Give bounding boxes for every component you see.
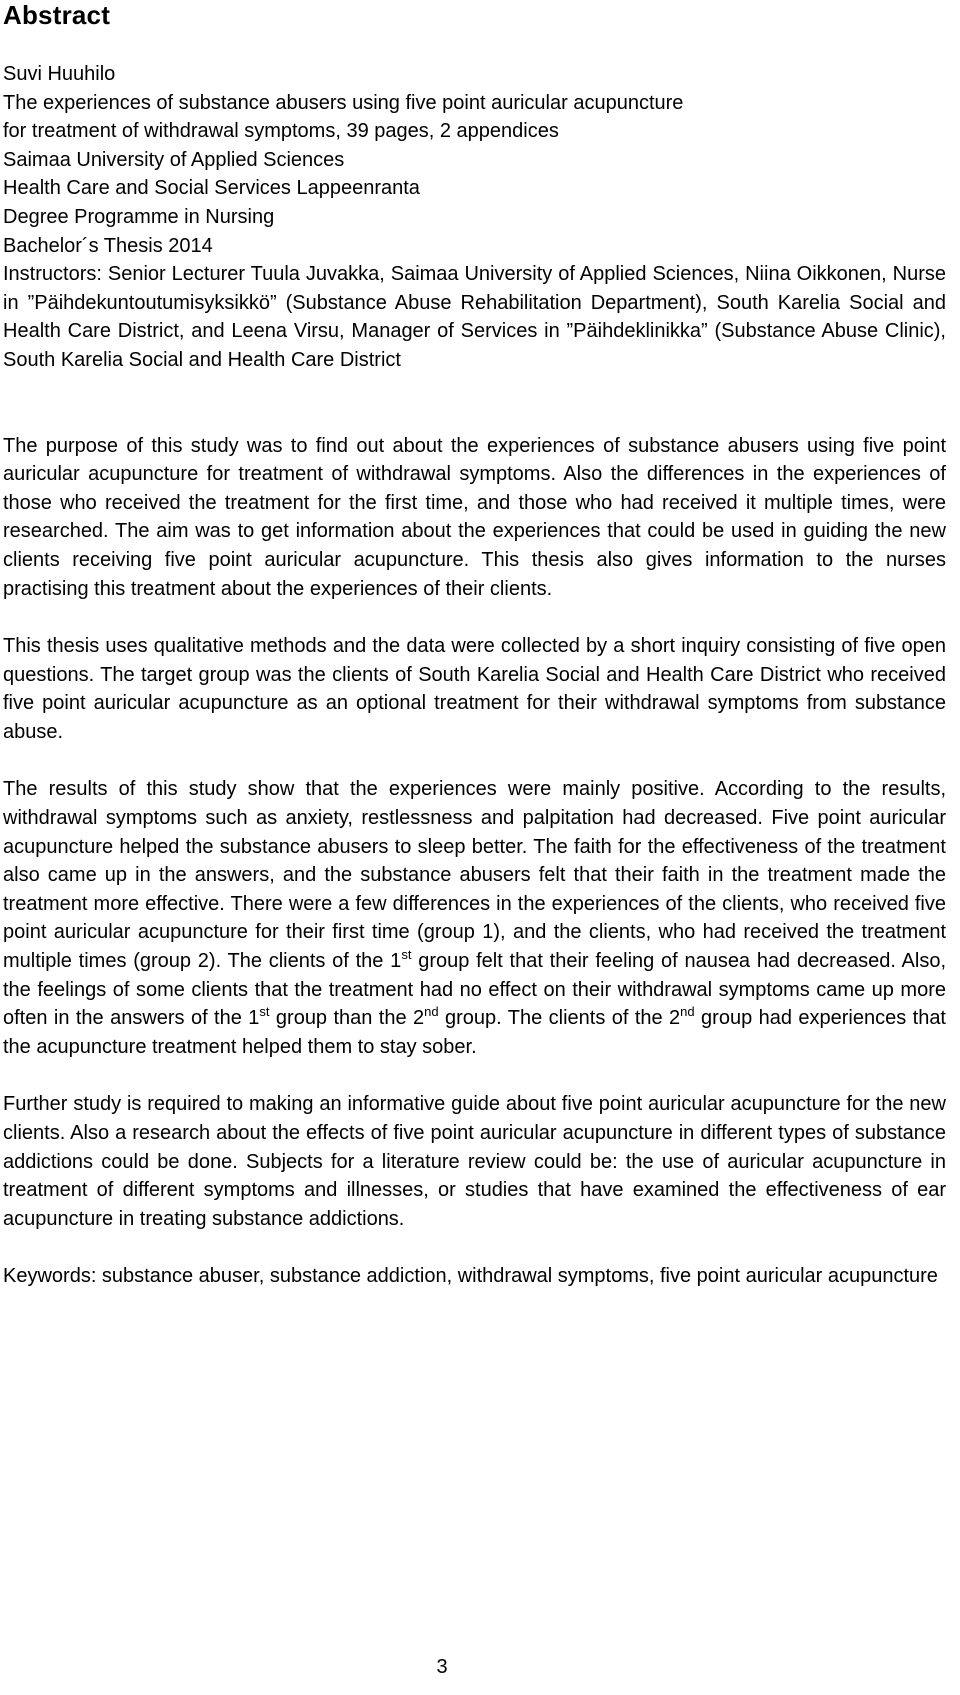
instructors-paragraph: Instructors: Senior Lecturer Tuula Juvakka, Saimaa University of Applied Sciences, Niina Oikkonen, Nurse in ”Päihdekuntoutumisyksikkö” (Substance Abuse Rehabilitation Department), South Karelia Social and Health Care District, and Leena Virsu, Manager of Services in ”Päihdeklinikka” (Substance Abuse Clinic), South Karelia Social and Health Care District <box>3 263 946 371</box>
ordinal-superscript: nd <box>424 1004 439 1020</box>
ordinal-superscript: st <box>259 1004 270 1020</box>
results-text-d: group. The clients of the 2 <box>438 1007 681 1030</box>
page-number: 3 <box>436 1656 448 1678</box>
author-name: Suvi Huuhilo <box>3 63 116 85</box>
ordinal-superscript: nd <box>680 1004 695 1020</box>
abstract-heading: Abstract <box>3 0 111 30</box>
thesis-metadata <box>3 60 946 260</box>
results-text-b: group felt that their feeling of nausea had decreased. Also, the feelings of some clients that the treatment had no effect on their withdrawal symptoms came up more often in the answers of the 1 <box>3 950 947 1030</box>
university-name: Saimaa University of Applied Sciences <box>3 148 345 171</box>
thesis-title-line-1: The experiences of substance abusers using five point auricular acupuncture <box>3 91 684 114</box>
faculty-name: Health Care and Social Services Lappeenranta <box>3 177 420 200</box>
results-paragraph <box>3 775 946 1061</box>
keywords-line: Keywords: substance abuser, substance addiction, withdrawal symptoms, five point auricular acupuncture <box>3 1265 938 1288</box>
methods-paragraph: This thesis uses qualitative methods and the data were collected by a short inquiry consisting of five open questions. The target group was the clients of South Karelia Social and Health Care District who received five point auricular acupuncture as an optional treatment for their withdrawal symptoms from substance abuse. <box>3 635 946 743</box>
thesis-title-line-2: for treatment of withdrawal symptoms, 39 pages, 2 appendices <box>3 120 559 143</box>
results-text-a: The results of this study show that the experiences were mainly positive. According to the results, withdrawal symptoms such as anxiety, restlessness and palpitation had decreased. Five point auricular acupuncture helped the substance abusers to sleep better. The faith for the effectiveness of the treatment also came up in the answers, and the substance abusers felt that their faith in the treatment made the treatment more effective. There were a few differences in the experiences of the clients, who received five point auricular acupuncture for their first time (group 1), and the clients, who had received the treatment multiple times (group 2). The clients of the 1 <box>3 778 946 973</box>
results-text-e: group had experiences that the acupuncture treatment helped them to stay sober. <box>3 1007 946 1058</box>
thesis-type-year: Bachelor´s Thesis 2014 <box>3 234 213 257</box>
results-text-c: group than the 2 <box>269 1007 425 1030</box>
further-study-paragraph: Further study is required to making an informative guide about five point auricular acupuncture for the new clients. Also a research about the effects of five point auricular acupuncture in different types of substance addictions could be done. Subjects for a literature review could be: the use of auricular acupuncture in treatment of different symptoms and illnesses, or studies that have examined the effectiveness of ear acupuncture in treating substance addictions. <box>3 1093 946 1230</box>
degree-programme: Degree Programme in Nursing <box>3 205 275 228</box>
purpose-paragraph: The purpose of this study was to find out about the experiences of substance abusers using five point auricular acupuncture for treatment of withdrawal symptoms. Also the differences in the experiences of those who received the treatment for the first time, and those who had received it multiple times, were researched. The aim was to get information about the experiences that could be used in guiding the new clients receiving five point auricular acupuncture. This thesis also gives information to the nurses practising this treatment about the experiences of their clients. <box>3 434 946 600</box>
ordinal-superscript: st <box>401 947 412 963</box>
